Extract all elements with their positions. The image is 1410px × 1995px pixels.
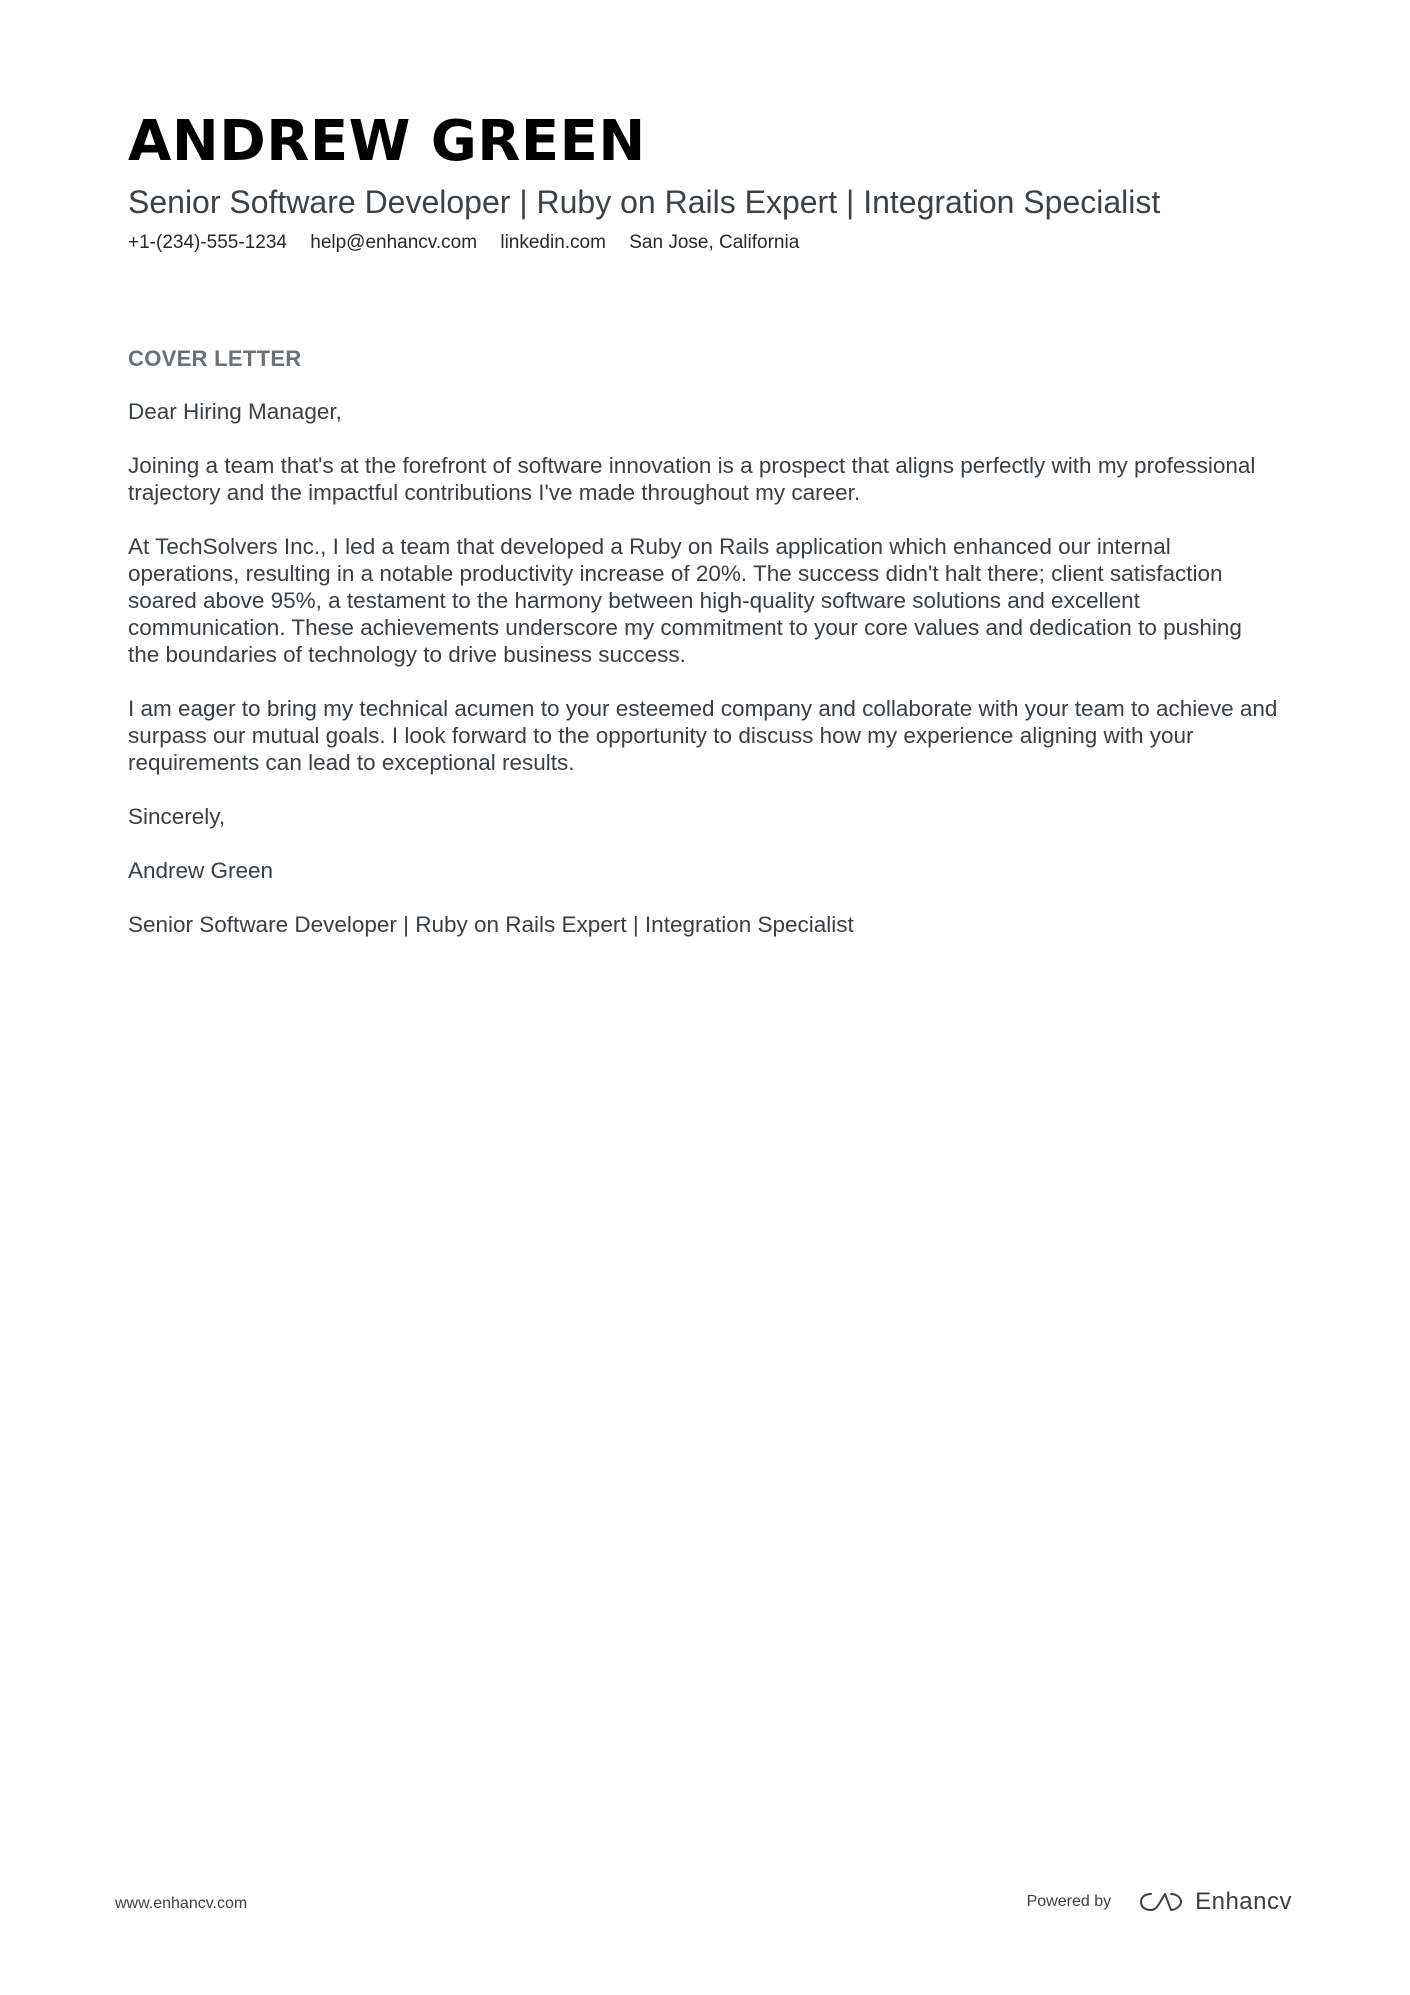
contact-location: San Jose, California: [629, 232, 800, 253]
salutation: Dear Hiring Manager,: [128, 399, 342, 424]
contact-linkedin[interactable]: linkedin.com: [500, 232, 606, 253]
resume-header: [128, 108, 1288, 256]
candidate-headline: Senior Software Developer | Ruby on Rails Expert | Integration Specialist: [128, 184, 1161, 220]
signature-name: Andrew Green: [128, 858, 274, 883]
signature-title: Senior Software Developer | Ruby on Rails Expert | Integration Specialist: [128, 912, 854, 937]
section-title: COVER LETTER: [128, 346, 302, 371]
candidate-name: ANDREW GREEN: [128, 109, 646, 174]
footer-branding[interactable]: [1027, 1886, 1292, 1918]
enhancv-logo-icon: [1139, 1891, 1183, 1913]
enhancv-brand-name: Enhancv: [1195, 1888, 1292, 1915]
closing: Sincerely,: [128, 804, 226, 829]
letter-paragraph: Joining a team that's at the forefront of software innovation is a prospect that aligns perfectly with my professional trajectory and the impactful contributions I've made throughout my career.: [128, 453, 1256, 505]
letter-paragraph: At TechSolvers Inc., I led a team that developed a Ruby on Rails application which enhanced our internal operations, resulting in a notable productivity increase of 20%. The success didn't halt there; client satisfaction soared above 95%, a testament to the harmony between high-quality software solutions and excellent communication. These achievements underscore my commitment to your core values and dedication to pushing the boundaries of technology to drive business success.: [128, 534, 1242, 667]
footer-website-link[interactable]: www.enhancv.com: [115, 1895, 248, 1912]
contact-info: [128, 230, 1288, 256]
letter-paragraph: I am eager to bring my technical acumen to your esteemed company and collaborate with your team to achieve and surpass our mutual goals. I look forward to the opportunity to discuss how my experience aligning with your requirements can lead to exceptional results.: [128, 696, 1278, 775]
contact-phone: +1-(234)-555-1234: [128, 232, 287, 253]
contact-email[interactable]: help@enhancv.com: [310, 232, 478, 253]
powered-by-label: Powered by: [1026, 1893, 1112, 1910]
letter-body: [128, 398, 1278, 965]
